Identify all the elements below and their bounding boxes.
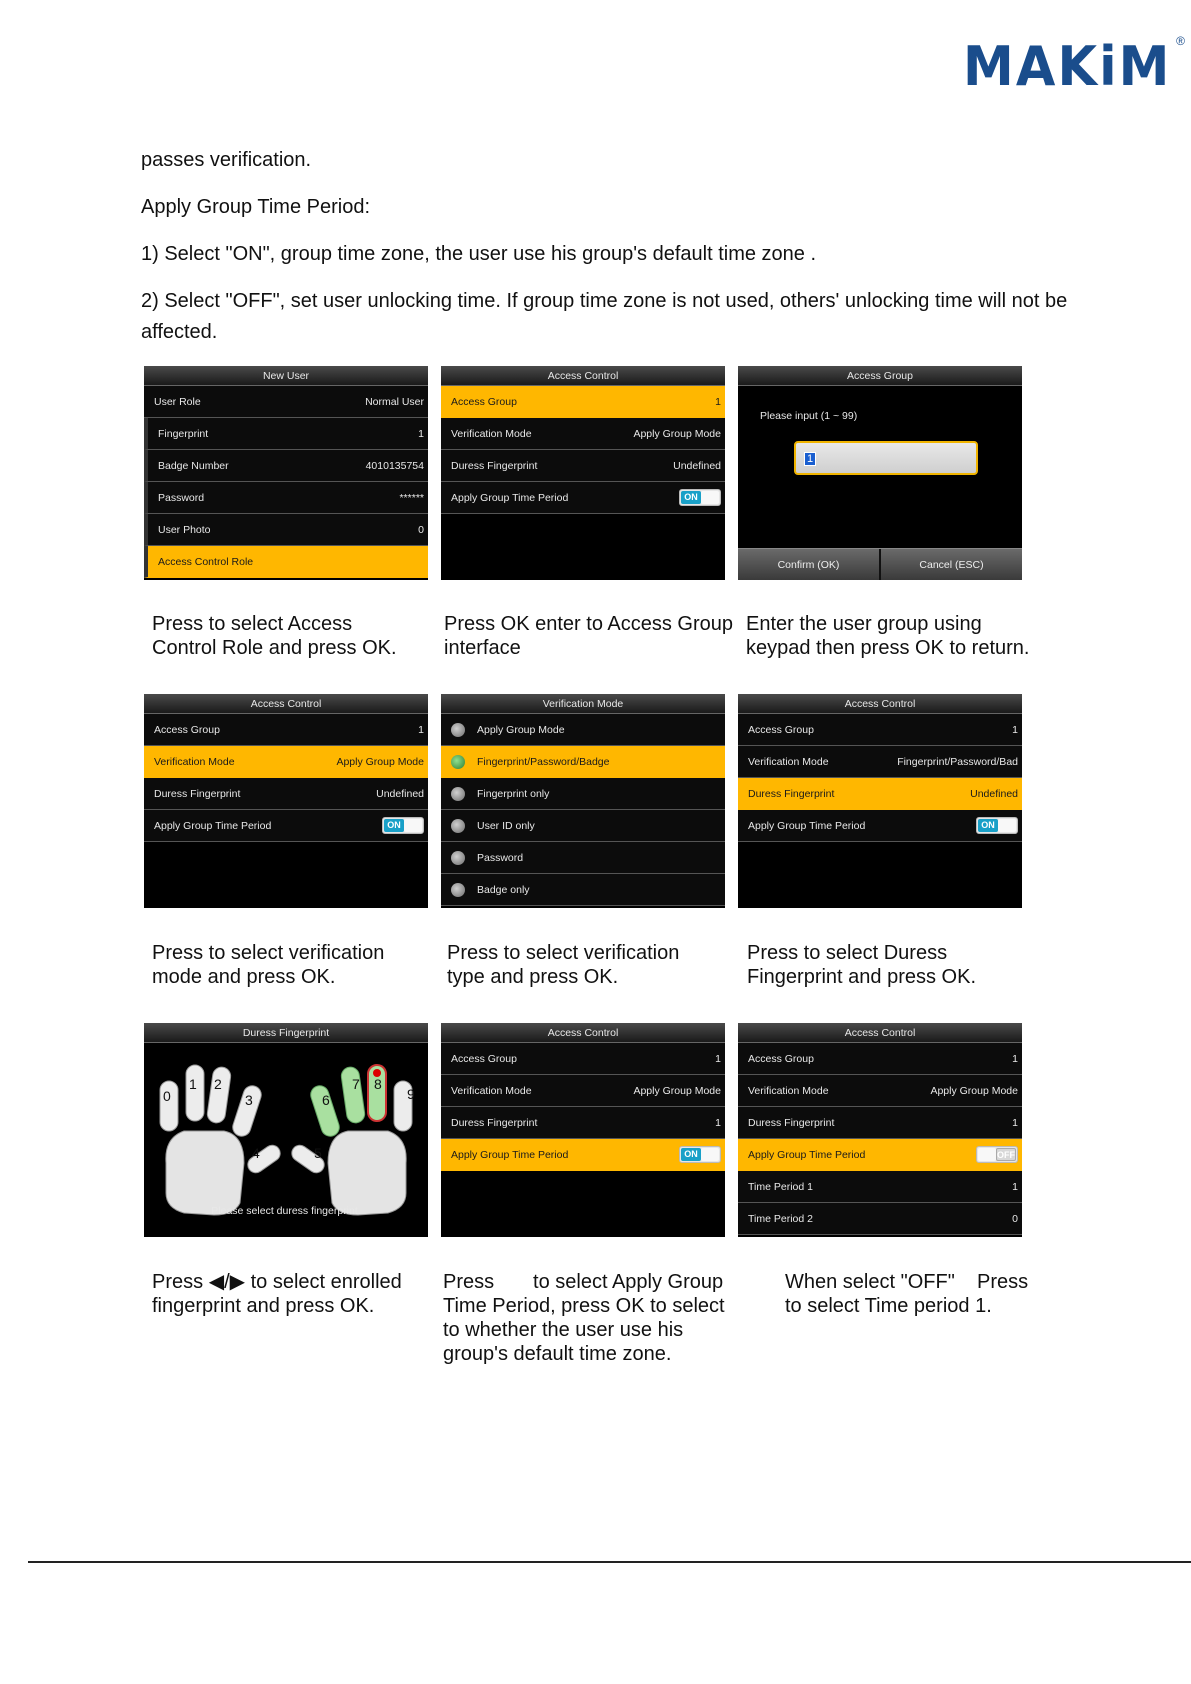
menu-row-access-group[interactable]: Access Group 1 — [441, 386, 725, 418]
screen-access-group — [738, 366, 1022, 580]
toggle-switch[interactable]: OFF — [976, 1146, 1018, 1163]
paragraph-heading: Apply Group Time Period: — [141, 196, 370, 218]
menu-row-user-role[interactable]: User Role Normal User — [144, 386, 428, 418]
left-right-arrow-icon: ◀/▶ — [208, 1271, 246, 1293]
toggle-switch[interactable]: ON — [382, 817, 424, 834]
confirm-button[interactable]: Confirm (OK) — [738, 549, 881, 580]
menu-row-verification-mode[interactable]: Verification Mode Apply Group Mode — [738, 1075, 1022, 1107]
screen-title: Access Control — [441, 1023, 725, 1043]
menu-row-duress-fingerprint[interactable]: Duress Fingerprint Undefined — [441, 450, 725, 482]
caption-4: Press to select verification mode and press OK. — [152, 942, 385, 988]
finger-label-2[interactable]: 2 — [214, 1076, 222, 1092]
menu-row-access-group[interactable]: Access Group 1 — [144, 714, 428, 746]
menu-row-apply-group-time-period[interactable]: Apply Group Time Period OFF — [738, 1139, 1022, 1171]
menu-row-time-period-1[interactable]: Time Period 1 1 — [738, 1171, 1022, 1203]
menu-row-apply-group-time-period[interactable]: Apply Group Time Period ON — [144, 810, 428, 842]
menu-row-duress-fingerprint[interactable]: Duress Fingerprint 1 — [441, 1107, 725, 1139]
caption-5: Press to select verification type and press OK. — [447, 942, 680, 988]
screen-access-control-2 — [144, 694, 428, 908]
screen-title: Access Control — [441, 366, 725, 386]
finger-label-9[interactable]: 9 — [407, 1086, 415, 1102]
cancel-button[interactable]: Cancel (ESC) — [881, 549, 1022, 580]
paragraph-step-2-cont: affected. — [141, 321, 218, 343]
menu-row-verification-mode[interactable]: Verification Mode Apply Group Mode — [144, 746, 428, 778]
finger-2 — [206, 1066, 232, 1124]
screen-title: Access Control — [144, 694, 428, 714]
option-user-id-only[interactable]: User ID only — [441, 810, 725, 842]
menu-row-user-photo[interactable]: User Photo 0 — [144, 514, 428, 546]
screen-verification-mode — [441, 694, 725, 908]
radio-icon — [451, 819, 465, 833]
finger-1 — [186, 1065, 204, 1121]
radio-icon — [451, 883, 465, 897]
duress-hint: Please select duress fingerprint. — [211, 1205, 361, 1217]
screen-duress-fingerprint — [144, 1023, 428, 1237]
screen-title: Access Group — [738, 366, 1022, 386]
menu-row-duress-fingerprint[interactable]: Duress Fingerprint 1 — [738, 1107, 1022, 1139]
screen-access-control-3 — [738, 694, 1022, 908]
menu-row-duress-fingerprint[interactable]: Duress Fingerprint Undefined — [144, 778, 428, 810]
paragraph-step-1: 1) Select "ON", group time zone, the user use his group's default time zone . — [141, 243, 817, 265]
radio-icon — [451, 787, 465, 801]
caption-9: When select "OFF" Press to select Time period 1. — [785, 1271, 1029, 1317]
group-number-input[interactable] — [794, 441, 978, 475]
option-password[interactable]: Password — [441, 842, 725, 874]
finger-label-6[interactable]: 6 — [322, 1092, 330, 1108]
menu-row-apply-group-time-period[interactable]: Apply Group Time Period ON — [441, 1139, 725, 1171]
toggle-switch[interactable]: ON — [679, 489, 721, 506]
finger-label-1[interactable]: 1 — [189, 1076, 197, 1092]
finger-label-8[interactable]: 8 — [374, 1076, 382, 1092]
screen-access-control-5 — [738, 1023, 1022, 1237]
paragraph-step-2: 2) Select "OFF", set user unlocking time. If group time zone is not used, others' unlocking time will not be — [141, 290, 1068, 312]
registered-mark: ® — [1176, 34, 1185, 48]
menu-row-verification-mode[interactable]: Verification Mode Apply Group Mode — [441, 418, 725, 450]
toggle-switch[interactable]: ON — [976, 817, 1018, 834]
radio-icon — [451, 851, 465, 865]
screen-title: Duress Fingerprint — [144, 1023, 428, 1043]
menu-row-apply-group-time-period[interactable]: Apply Group Time Period ON — [738, 810, 1022, 842]
caption-8: Press to select Apply Group Time Period, press OK to select to whether the user use his group's default time zone. — [443, 1271, 725, 1365]
menu-row-duress-fingerprint[interactable]: Duress Fingerprint Undefined — [738, 778, 1022, 810]
menu-row-access-group[interactable]: Access Group 1 — [441, 1043, 725, 1075]
radio-selected-icon — [451, 755, 465, 769]
option-apply-group-mode[interactable]: Apply Group Mode — [441, 714, 725, 746]
finger-7 — [340, 1066, 366, 1124]
input-prompt: Please input (1 ~ 99) — [760, 410, 858, 422]
menu-row-badge-number[interactable]: Badge Number 4010135754 — [144, 450, 428, 482]
menu-row-apply-group-time-period[interactable]: Apply Group Time Period ON — [441, 482, 725, 514]
menu-row-access-group[interactable]: Access Group 1 — [738, 714, 1022, 746]
radio-icon — [451, 723, 465, 737]
finger-label-5[interactable]: 5 — [314, 1145, 322, 1161]
menu-row-access-control-role[interactable]: Access Control Role — [144, 546, 428, 578]
caption-3: Enter the user group using keypad then press OK to return. — [746, 613, 1030, 659]
screen-access-control-4 — [441, 1023, 725, 1237]
footer-divider — [28, 1561, 1191, 1563]
menu-row-fingerprint[interactable]: Fingerprint 1 — [144, 418, 428, 450]
logo-text: MAKiM — [963, 35, 1172, 98]
caption-6: Press to select Duress Fingerprint and press OK. — [747, 942, 976, 988]
menu-row-access-group[interactable]: Access Group 1 — [738, 1043, 1022, 1075]
screen-title: New User — [144, 366, 428, 386]
screen-title: Access Control — [738, 1023, 1022, 1043]
menu-row-verification-mode[interactable]: Verification Mode Apply Group Mode — [441, 1075, 725, 1107]
brand-logo — [963, 36, 1185, 98]
screen-title: Access Control — [738, 694, 1022, 714]
caption-7: Press ◀/▶ to select enrolled fingerprint and press OK. — [152, 1271, 402, 1317]
input-value: 1 — [804, 452, 816, 466]
finger-label-3[interactable]: 3 — [245, 1092, 253, 1108]
toggle-switch[interactable]: ON — [679, 1146, 721, 1163]
finger-label-0[interactable]: 0 — [163, 1088, 171, 1104]
screen-new-user — [144, 366, 428, 580]
menu-row-password[interactable]: Password ****** — [144, 482, 428, 514]
caption-2: Press OK enter to Access Group interface — [444, 613, 734, 659]
caption-1: Press to select Access Control Role and press OK. — [152, 613, 397, 659]
option-fingerprint-password-badge[interactable]: Fingerprint/Password/Badge — [441, 746, 725, 778]
option-badge-only[interactable]: Badge only — [441, 874, 725, 906]
finger-label-7[interactable]: 7 — [352, 1076, 360, 1092]
menu-row-verification-mode[interactable]: Verification Mode Fingerprint/Password/Bad — [738, 746, 1022, 778]
finger-4 — [245, 1142, 284, 1176]
screen-title: Verification Mode — [441, 694, 725, 714]
menu-row-time-period-2[interactable]: Time Period 2 0 — [738, 1203, 1022, 1235]
screen-access-control-1 — [441, 366, 725, 580]
finger-label-4[interactable]: 4 — [252, 1145, 260, 1161]
paragraph-passes: passes verification. — [141, 149, 312, 171]
option-fingerprint-only[interactable]: Fingerprint only — [441, 778, 725, 810]
